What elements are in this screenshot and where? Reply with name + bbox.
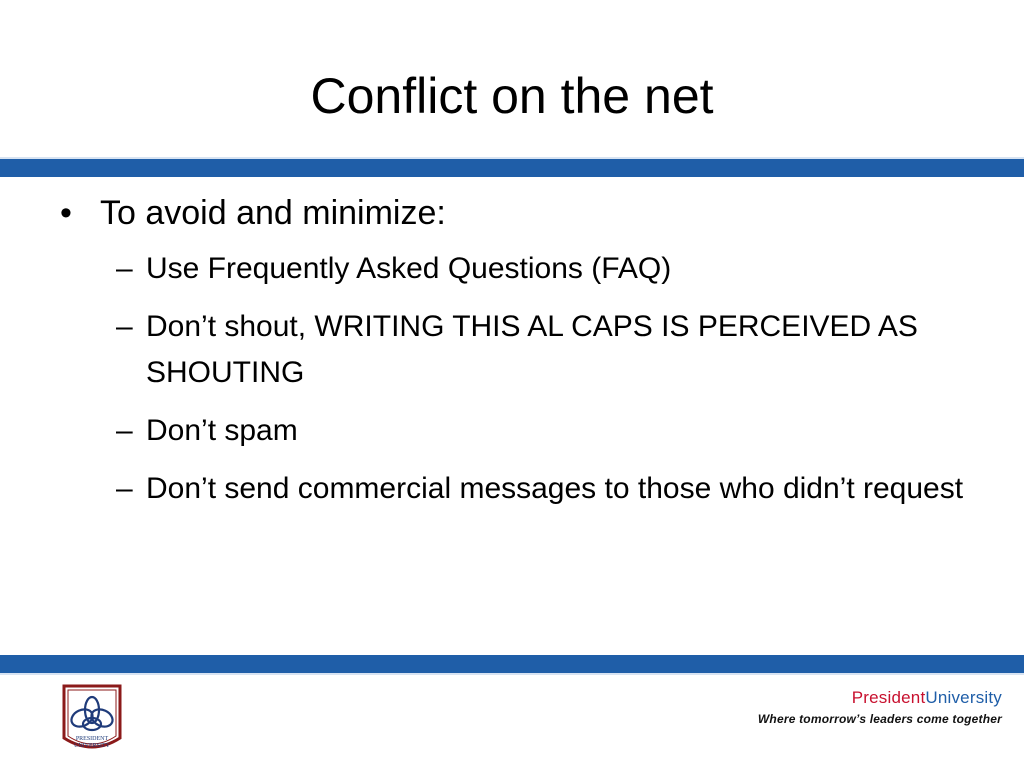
- svg-text:UNIVERSITY: UNIVERSITY: [74, 743, 110, 749]
- brand-president: President: [851, 688, 926, 707]
- sub-item-commercial: [60, 466, 980, 512]
- sub-item-text: Don’t send commercial messages to those who didn’t request: [146, 472, 964, 505]
- svg-text:PRESIDENT: PRESIDENT: [75, 736, 109, 742]
- university-logo-icon: [56, 682, 128, 756]
- sub-item-text: Don’t shout, WRITING THIS AL CAPS IS PERCEIVED AS SHOUTING: [146, 310, 918, 389]
- dash-marker: –: [116, 472, 133, 505]
- sub-item-shout: [60, 304, 980, 396]
- sub-item-faq: [60, 246, 980, 292]
- sub-item-spam: [60, 408, 980, 454]
- sub-item-text: Use Frequently Asked Questions (FAQ): [146, 252, 672, 285]
- dash-marker: –: [116, 252, 133, 285]
- header-divider-band: [0, 157, 1024, 177]
- university-logo: [56, 682, 128, 756]
- bullet-item: [60, 190, 980, 236]
- dash-marker: –: [116, 310, 133, 343]
- sub-item-text: Don’t spam: [146, 414, 298, 447]
- slide-body: [60, 190, 980, 512]
- brand-name: [758, 688, 1002, 708]
- slide-title: Conflict on the net: [310, 68, 714, 124]
- brand-university: University: [925, 688, 1002, 707]
- footer-divider-band: [0, 655, 1024, 675]
- bullet-marker: •: [60, 194, 72, 232]
- brand-block: [758, 688, 1002, 726]
- dash-marker: –: [116, 414, 133, 447]
- brand-tagline: Where tomorrow’s leaders come together: [757, 712, 1002, 726]
- bullet-text: To avoid and minimize:: [100, 194, 446, 232]
